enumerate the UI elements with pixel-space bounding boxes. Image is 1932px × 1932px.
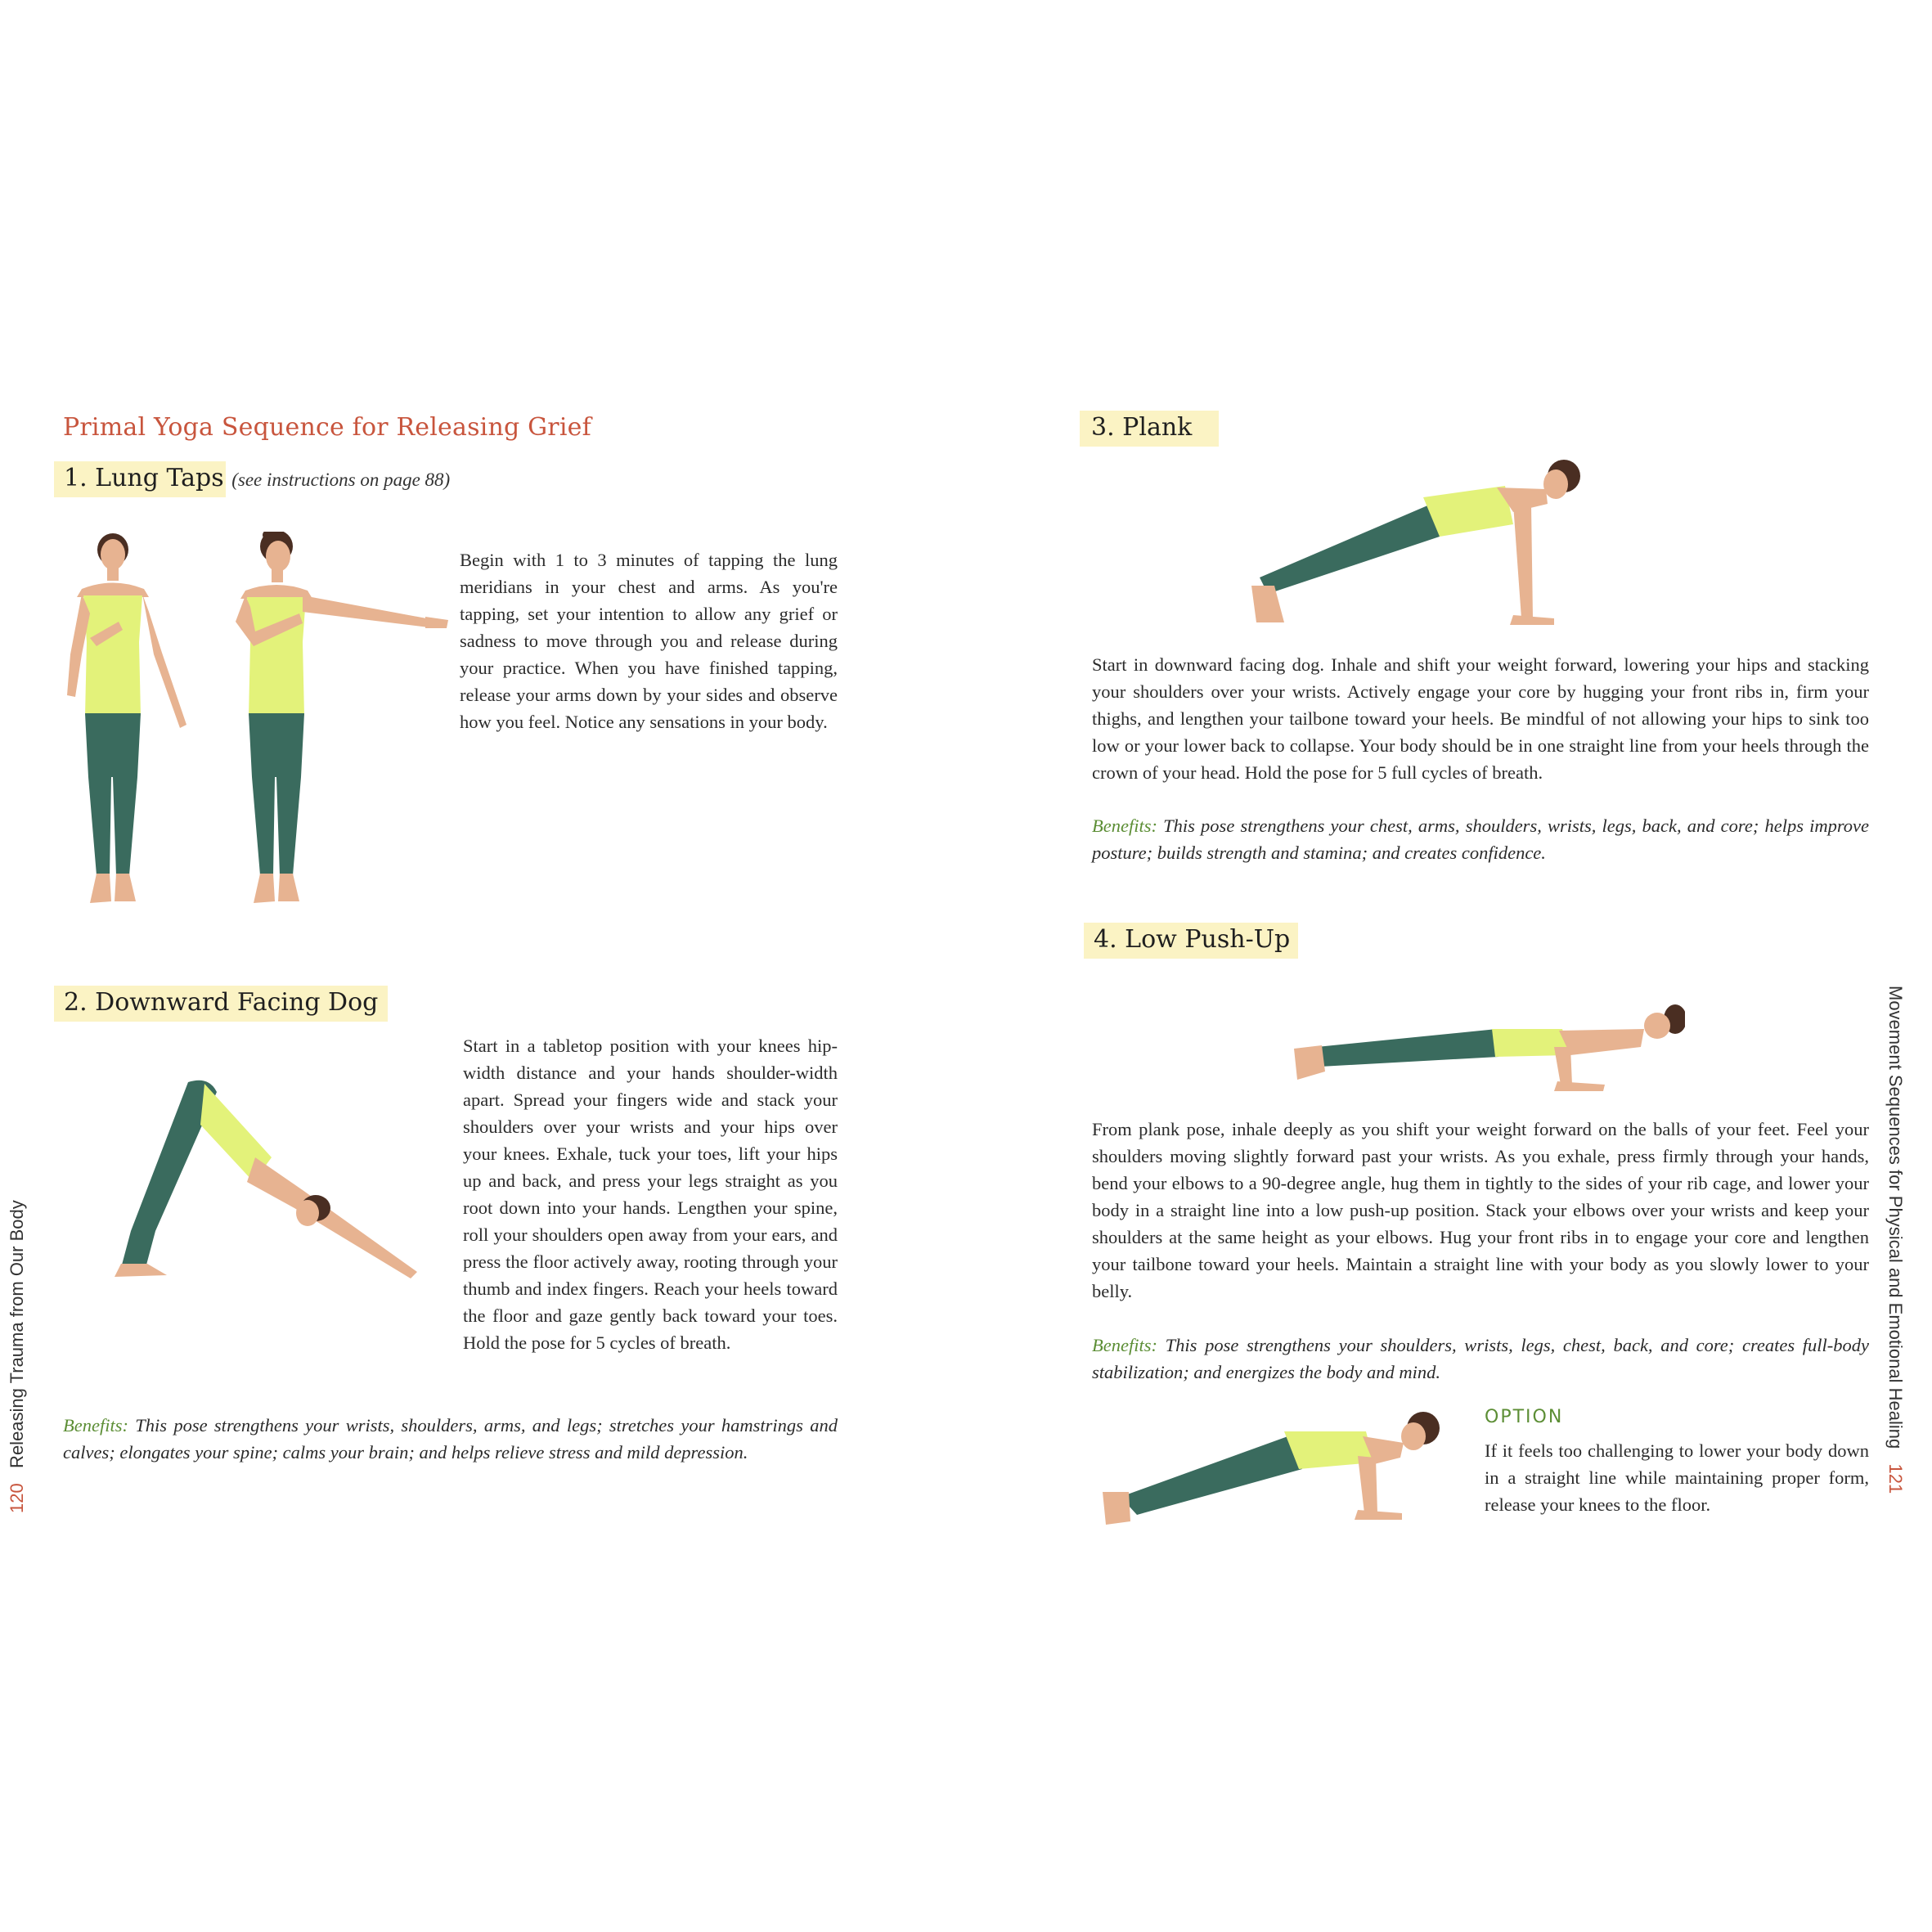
- pose4-benefits-label: Benefits:: [1092, 1335, 1157, 1355]
- pose3-name: Plank: [1122, 413, 1193, 442]
- pose4-body: From plank pose, inhale deeply as you shift your weight forward on the balls of your feet. Feel your shoulders moving slightly forward past your wrists. As you exhale, press firmly through your hands, bend your elbows to a 90-degree angle, hug them in tightly to the sides of your rib cage, and lower your body in a straight line into a low push-up position. Stack your elbows over your wrists and keep your shoulders at the same height as your elbows. Hug your front ribs in to engage your core and lengthen your tailbone toward your heels. Maintain a straight line with your body as you slowly lower to your belly.: [1092, 1119, 1869, 1301]
- downward-dog-photo: [65, 1067, 425, 1280]
- right-running-head-text: Movement Sequences for Physical and Emotional Healing: [1885, 986, 1906, 1449]
- pose1-reference: (see instructions on page 88): [231, 470, 451, 490]
- option-label: OPTION: [1485, 1407, 1564, 1427]
- pose3-heading: [1080, 411, 1227, 447]
- pose2-heading: [54, 986, 398, 1022]
- pose2-body: Start in a tabletop position with your knees hip-width distance and your hands shoulder-width apart. Spread your fingers wide and stack your shoulders over your wrists and your hips over your knees. Exhale, tuck your toes, lift your hips up and back, and press your legs straight as you root down into your hands. Lengthen your spine, roll your shoulders open away from your ears, and press the floor actively away, rooting through your thumb and index fingers. Reach your heels toward the floor and gaze gently back toward your toes. Hold the pose for 5 cycles of breath.: [463, 1036, 838, 1353]
- left-running-head: [7, 1200, 28, 1513]
- pose1-number: 1.: [64, 464, 88, 492]
- pose3-body: Start in downward facing dog. Inhale and shift your weight forward, lowering your hips and stacking your shoulders over your wrists. Actively engage your core by hugging your front ribs in, firm your thighs, and lengthen your tailbone toward your heels. Be mindful of not allowing your hips to sink too low or your lower back to collapse. Your body should be in one straight line from your heels through the crown of your head. Hold the pose for 5 full cycles of breath.: [1092, 654, 1869, 783]
- pose4-number: 4.: [1094, 925, 1117, 954]
- plank-photo: [1235, 455, 1595, 635]
- pose2-number: 2.: [64, 988, 88, 1017]
- pose2-benefits-label: Benefits:: [63, 1415, 128, 1436]
- pose4-name: Low Push-Up: [1125, 925, 1291, 954]
- pose3-benefits-text: This pose strengthens your chest, arms, shoulders, wrists, legs, back, and core; helps improve posture; builds strength and stamina; and creates confidence.: [1092, 815, 1870, 863]
- lung-taps-photo: [57, 532, 450, 916]
- sequence-title: Primal Yoga Sequence for Releasing Grief: [63, 413, 591, 442]
- pose1-heading: [54, 461, 479, 497]
- option-text: If it feels too challenging to lower your body down in a straight line while maintaining proper form, release your knees to the floor.: [1485, 1440, 1869, 1515]
- pose1-name: Lung Taps: [95, 464, 224, 492]
- left-running-head-text: Releasing Trauma from Our Body: [7, 1200, 27, 1468]
- low-push-up-photo: [1284, 990, 1685, 1096]
- option-knee-push-up-photo: [1088, 1407, 1489, 1530]
- right-running-head: [1885, 986, 1906, 1494]
- pose3-number: 3.: [1091, 413, 1115, 442]
- pose2-name: Downward Facing Dog: [95, 988, 379, 1017]
- pose4-benefits-text: This pose strengthens your shoulders, wrists, legs, chest, back, and core; creates full-body stabilization; and energizes the body and mind.: [1092, 1335, 1869, 1382]
- pose1-body: Begin with 1 to 3 minutes of tapping the lung meridians in your chest and arms. As you're tapping, set your intention to allow any grief or sadness to move through you and release during your practice. When you have finished tapping, release your arms down by your sides and observe how you feel. Notice any sensations in your body.: [460, 550, 838, 732]
- pose4-benefits: [1092, 1332, 1869, 1386]
- pose2-benefits-text: This pose strengthens your wrists, shoulders, arms, and legs; stretches your hamstrings and calves; elongates your spine; calms your brain; and helps relieve stress and mild depression.: [63, 1415, 838, 1462]
- pose4-heading: [1084, 923, 1305, 959]
- right-page-number: 121: [1885, 1463, 1906, 1494]
- pose3-benefits-label: Benefits:: [1092, 815, 1157, 836]
- pose2-benefits: [63, 1412, 838, 1466]
- left-page-number: 120: [7, 1483, 27, 1513]
- pose3-benefits: [1092, 812, 1869, 866]
